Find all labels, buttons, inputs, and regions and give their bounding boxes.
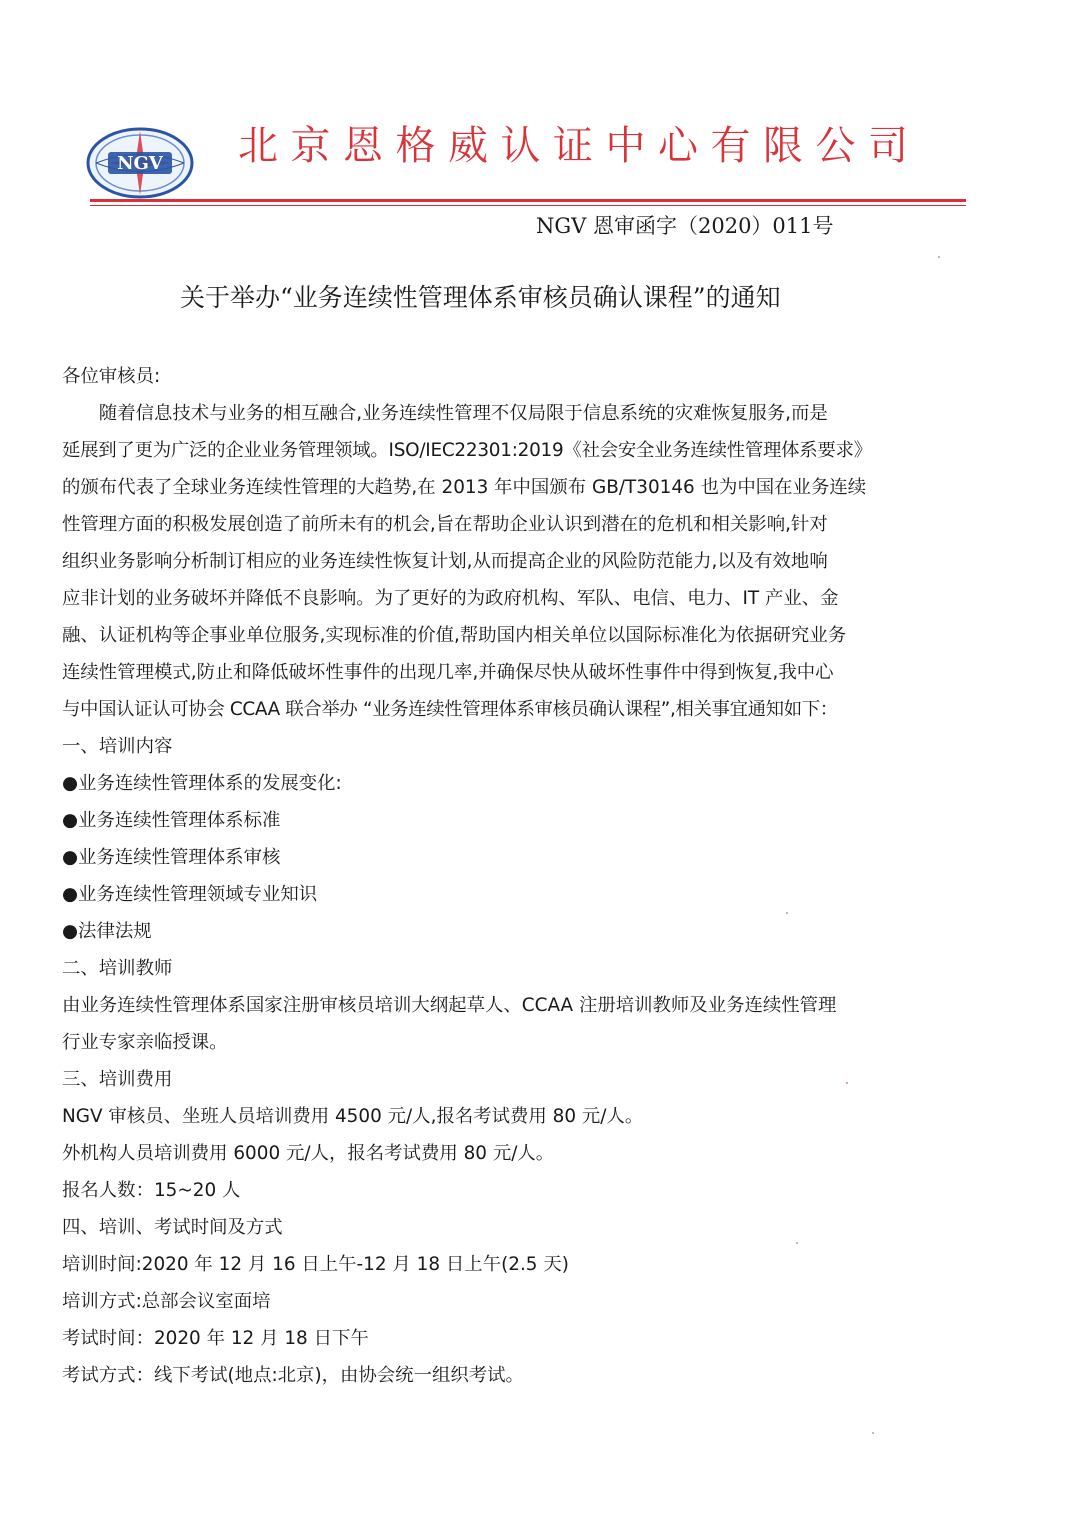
document-body	[62, 358, 1002, 1394]
body-line: 考试方式：线下考试(地点:北京)，由协会统一组织考试。	[62, 1365, 524, 1386]
logo-text: NGV	[117, 153, 163, 174]
list-item: ●业务连续性管理领域专业知识	[62, 884, 318, 905]
intro-line: 的颁布代表了全球业务连续性管理的大趋势,在 2013 年中国颁布 GB/T30146 也为中国在业务连续	[62, 477, 867, 498]
company-name: 北京恩格威认证中心有限公司	[238, 123, 921, 169]
body-line: 考试时间：2020 年 12 月 18 日下午	[62, 1328, 369, 1349]
section-heading: 三、培训费用	[62, 1069, 173, 1090]
letterhead-rule-thin	[90, 205, 966, 206]
intro-line: 随着信息技术与业务的相互融合,业务连续性管理不仅局限于信息系统的灾难恢复服务,而是	[98, 403, 828, 424]
intro-line: 融、认证机构等企事业单位服务,实现标准的价值,帮助国内相关单位以国际标准化为依据研究业务	[62, 625, 847, 646]
intro-line: 与中国认证认可协会 CCAA 联合举办 “业务连续性管理体系审核员确认课程”,相关事宜通知如下：	[62, 699, 838, 720]
body-line: NGV 审核员、坐班人员培训费用 4500 元/人,报名考试费用 80 元/人。	[62, 1106, 644, 1127]
section-heading: 二、培训教师	[62, 958, 173, 979]
intro-line: 组织业务影响分析制订相应的业务连续性恢复计划,从而提高企业的风险防范能力,以及有效地响	[62, 551, 828, 572]
list-item: ●法律法规	[62, 921, 152, 942]
list-item: ●业务连续性管理体系的发展变化:	[62, 773, 342, 794]
document-title: 关于举办“业务连续性管理体系审核员确认课程”的通知	[180, 283, 781, 312]
scan-speck	[796, 1242, 798, 1244]
body-line: 培训方式:总部会议室面培	[62, 1291, 271, 1312]
body-line: 行业专家亲临授课。	[62, 1032, 228, 1053]
document-number: NGV 恩审函字（2020）011号	[536, 214, 834, 238]
scan-speck	[872, 1432, 874, 1434]
list-item: ●业务连续性管理体系审核	[62, 847, 281, 868]
ngv-logo-icon	[86, 126, 194, 200]
intro-line: 连续性管理模式,防止和降低破坏性事件的出现几率,并确保尽快从破坏性事件中得到恢复,我中心	[62, 662, 834, 683]
body-line: 报名人数：15~20 人	[62, 1180, 241, 1201]
intro-line: 性管理方面的积极发展创造了前所未有的机会,旨在帮助企业认识到潜在的危机和相关影响,针对	[62, 514, 828, 535]
list-item: ●业务连续性管理体系标准	[62, 810, 281, 831]
scan-speck	[846, 1082, 848, 1084]
body-line: 培训时间:2020 年 12 月 16 日上午-12 月 18 日上午(2.5 天)	[62, 1254, 569, 1275]
intro-line: 延展到了更为广泛的企业业务管理领域。ISO/IEC22301:2019《社会安全业务连续性管理体系要求》	[62, 440, 872, 461]
scan-speck	[938, 256, 940, 258]
body-line: 由业务连续性管理体系国家注册审核员培训大纲起草人、CCAA 注册培训教师及业务连续性管理	[62, 995, 837, 1016]
letterhead-rule	[90, 199, 966, 202]
salutation: 各位审核员:	[62, 366, 161, 387]
scan-speck	[786, 912, 788, 914]
section-heading: 一、培训内容	[62, 736, 173, 757]
intro-line: 应非计划的业务破坏并降低不良影响。为了更好的为政府机构、军队、电信、电力、IT 产业、金	[62, 588, 839, 609]
body-line: 外机构人员培训费用 6000 元/人，报名考试费用 80 元/人。	[62, 1143, 555, 1164]
section-heading: 四、培训、考试时间及方式	[62, 1217, 283, 1238]
